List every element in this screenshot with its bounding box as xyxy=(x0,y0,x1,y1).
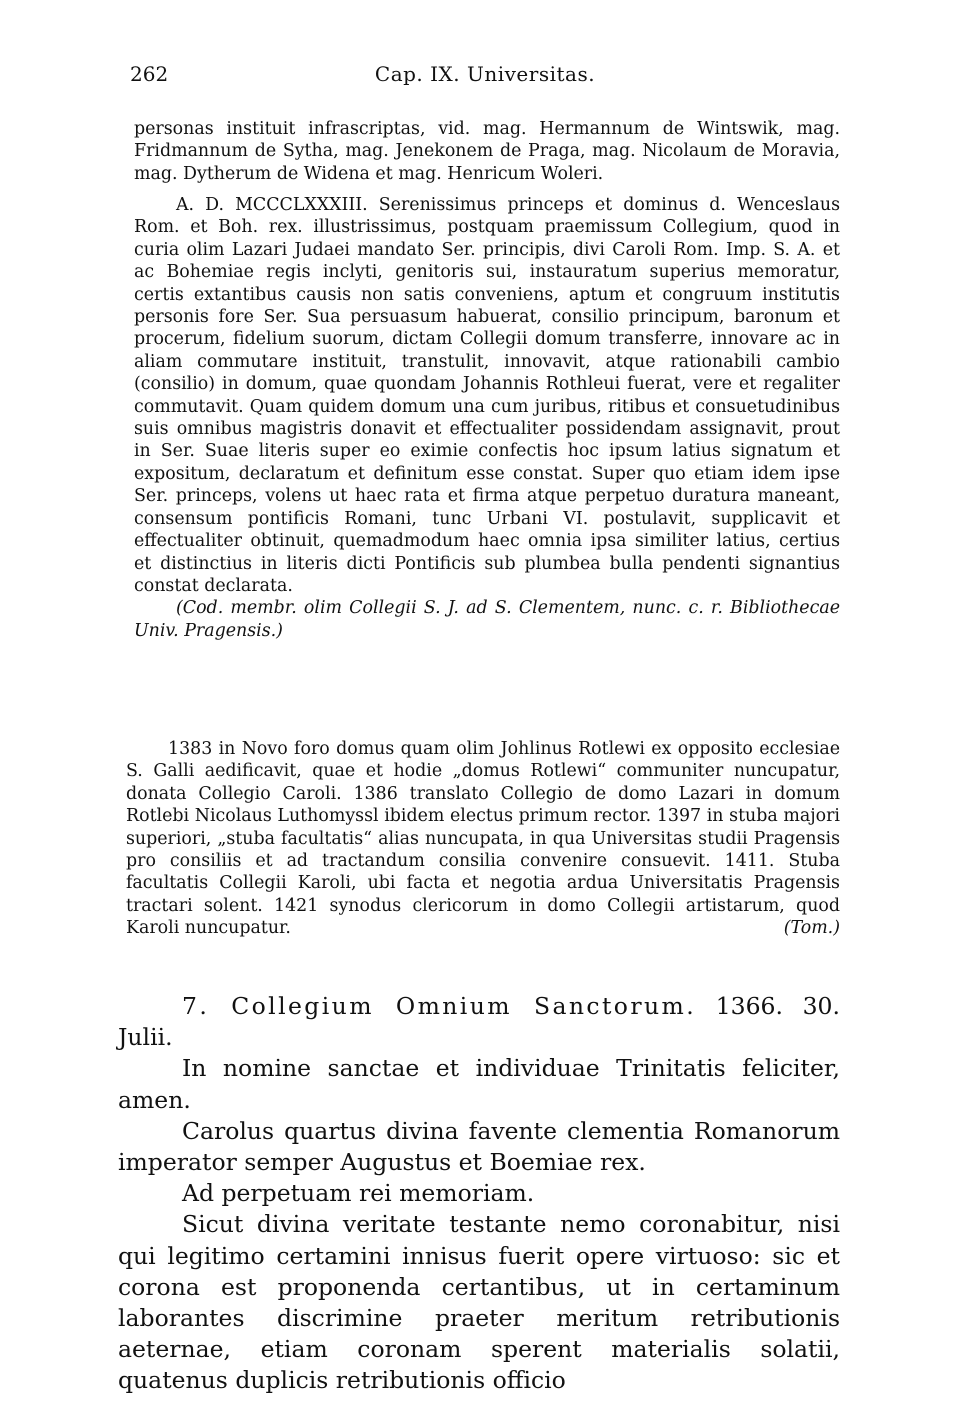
section-heading-title: 7. Collegium Omnium Sanctorum. xyxy=(182,992,697,1020)
historical-note-body: 1383 in Novo foro domus quam olim Johlinus Rotlewi ex opposito ecclesiae S. Galli aedificavit, quae et hodie „domus Rotlewi“ communiter nuncupatur, donata Collegio Caroli. 1386 translato Collegio de domo Lazari in domum Rotlebi Nicolaus Luthomyssl ibidem electus primum rector. 1397 in stuba majori superiori, „stuba facultatis“ alias nuncupata, in qua Universitas studii Pragensis pro consiliis et ad tractandum consilia convenire consuevit. 1411. Stuba facultatis Collegii Karoli, ubi facta et negotia ardua Universitatis Pragensis tractari solent. 1421 synodus clericorum in domo Collegii artistarum, quod Karoli nuncupatur. xyxy=(126,739,840,939)
section-heading xyxy=(118,991,840,1053)
paragraph-charter-1383 xyxy=(134,194,840,642)
page-header xyxy=(130,62,840,86)
running-title: Cap. IX. Universitas. xyxy=(374,62,596,86)
invocation-line: In nomine sanctae et individuae Trinitatis feliciter, amen. xyxy=(118,1054,840,1114)
paragraph-personas-text: personas instituit infrascriptas, vid. mag. Hermannum de Wintswik, mag. Fridmannum de Sytha, mag. Jenekonem de Praga, mag. Nicolaum de Moravia, mag. Dytherum de Widena et mag. Henricum Woleri. xyxy=(134,119,840,184)
historical-note-text xyxy=(126,738,840,940)
paragraph-personas xyxy=(134,118,840,185)
historical-note xyxy=(126,738,840,940)
section-collegium xyxy=(118,991,840,1397)
paragraph-charter-text: A. D. MCCCLXXXIII. Serenissimus princeps et dominus d. Wenceslaus Rom. et Boh. rex. illustrissimus, postquam praemissum Collegium, quod in curia olim Lazari Judaei mandato Ser. principis, divi Caroli Rom. Imp. S. A. et ac Bohemiae regis inclyti, genitoris sui, instauratum superius memoratur, certis extantibus causis non satis conveniens, aptum et congruum institutis personis fore Ser. Sua persuasum habuerat, consilio principum, baronum et procerum, fidelium suorum, dictam Collegii domum transferre, innovare ac in aliam commutare instituit, transtulit, innovavit, atque rationabili cambio (consilio) in domum, quae quondam Johannis Rothleui fuerat, vere et regaliter commutavit. Quam quidem domum una cum juribus, ritibus et consuetudinibus suis omnibus magistris donavit et effectualiter possidendam assignavit, prout in Ser. Suae literis super eo eximie confectis hoc ipsum latius signatum et expositum, declaratum et definitum esse constat. Super quo etiam idem ipse Ser. princeps, volens ut haec rata et firma atque perpetuo duratura maneant, consensum pontificis Romani, tunc Urbani VI. postulavit, supplicavit et effectualiter obtinuit, quemadmodum haec omnia ipsa similiter latius, certius et distinctius in literis dicti Pontificis sub plumbea bulla pendenti signantius constat declarata. xyxy=(134,195,840,596)
intitulatio-line: Carolus quartus divina favente clementia Romanorum imperator semper Augustus et Boemiae rex. xyxy=(118,1116,840,1177)
charter-body: Sicut divina veritate testante nemo coronabitur, nisi qui legitimo certamini innisus fuerit opere virtuoso: sic et corona est proponenda certantibus, ut in certaminum laborantes discrimine praeter meritum retributionis aeternae, etiam coronam sperent materialis solatii, quatenus duplicis retributionis officio xyxy=(118,1210,840,1395)
section-heading-date: 1366. 30. Julii. xyxy=(118,992,840,1052)
source-citation: (Cod. membr. olim Collegii S. J. ad S. Clementem, nunc. c. r. Bibliothecae Univ. Pragensis.) xyxy=(134,598,840,641)
note-tag: (Tom.) xyxy=(783,918,840,939)
page-number: 262 xyxy=(130,62,169,86)
memoria-line: Ad perpetuam rei memoriam. xyxy=(182,1179,535,1208)
